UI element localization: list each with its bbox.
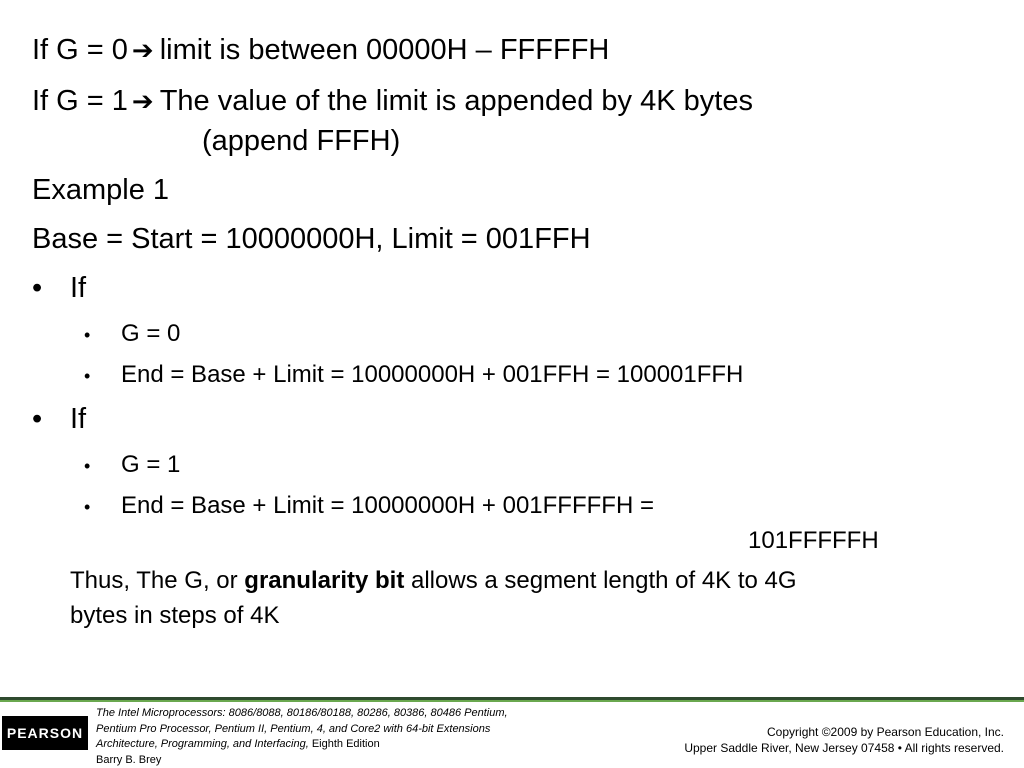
list-item: [84, 492, 654, 520]
list-item: [84, 361, 744, 389]
bullet-icon: •: [84, 456, 91, 476]
arrow-icon: ➔: [131, 86, 154, 116]
book-subtitle-3: Architecture, Programming, and Interfacing,: [96, 738, 309, 750]
list-item: [84, 451, 181, 479]
sub-item-text: G = 0: [121, 320, 181, 347]
conclusion-line-1: [70, 567, 797, 595]
copyright-notice: [684, 724, 1004, 756]
footer-rule-accent: [0, 700, 1024, 702]
book-subtitle-2: Pentium Pro Processor, Pentium II, Pentium, 4, and Core2 with 64-bit Extensions: [96, 722, 491, 735]
example-title: Example 1: [32, 174, 170, 206]
list-item: [84, 320, 181, 348]
conclusion-before: Thus, The G, or: [70, 567, 245, 594]
book-subtitle: 8086/8088, 80186/80188, 80286, 80386, 80486 Pentium,: [225, 707, 508, 719]
arrow-icon: ➔: [131, 35, 154, 65]
g1-limit-line: [32, 85, 753, 118]
book-title: The Intel Microprocessors:: [96, 707, 226, 719]
book-author: Barry B. Brey: [96, 753, 162, 766]
g0-limit-line: [32, 34, 609, 67]
g1-prefix: If G = 1: [32, 85, 128, 117]
g1-text: The value of the limit is appended by 4K bytes: [159, 85, 753, 117]
pearson-logo: PEARSON: [2, 716, 88, 750]
conclusion-bold-term: granularity bit: [244, 567, 405, 594]
sub-item-text: End = Base + Limit = 10000000H + 001FFFFFH =: [121, 492, 654, 519]
group-label: If: [70, 272, 87, 304]
g1-continuation: (append FFFH): [202, 125, 401, 157]
sub-item-text: G = 1: [121, 451, 181, 478]
g0-text: limit is between 00000H – FFFFFH: [159, 34, 610, 66]
copyright-line-1: Copyright ©2009 by Pearson Education, Inc.: [767, 725, 1004, 739]
bullet-icon: •: [32, 272, 43, 304]
base-limit-line: Base = Start = 10000000H, Limit = 001FFH: [32, 223, 591, 255]
conclusion-after: allows a segment length of 4K to 4G: [404, 567, 797, 594]
book-citation: [96, 706, 508, 768]
book-edition: Eighth Edition: [308, 738, 380, 750]
sub-item-continuation: 101FFFFFH: [748, 527, 879, 554]
bullet-icon: •: [84, 497, 91, 517]
copyright-line-2: Upper Saddle River, New Jersey 07458 • All rights reserved.: [684, 741, 1004, 755]
bullet-icon: •: [84, 325, 91, 345]
conclusion-line-2: bytes in steps of 4K: [70, 602, 280, 629]
list-item: [32, 403, 87, 436]
list-item: [32, 272, 87, 305]
bullet-icon: •: [32, 403, 43, 435]
g0-prefix: If G = 0: [32, 34, 128, 66]
bullet-icon: •: [84, 366, 91, 386]
group-label: If: [70, 403, 87, 435]
sub-item-text: End = Base + Limit = 10000000H + 001FFH = 100001FFH: [121, 361, 744, 388]
